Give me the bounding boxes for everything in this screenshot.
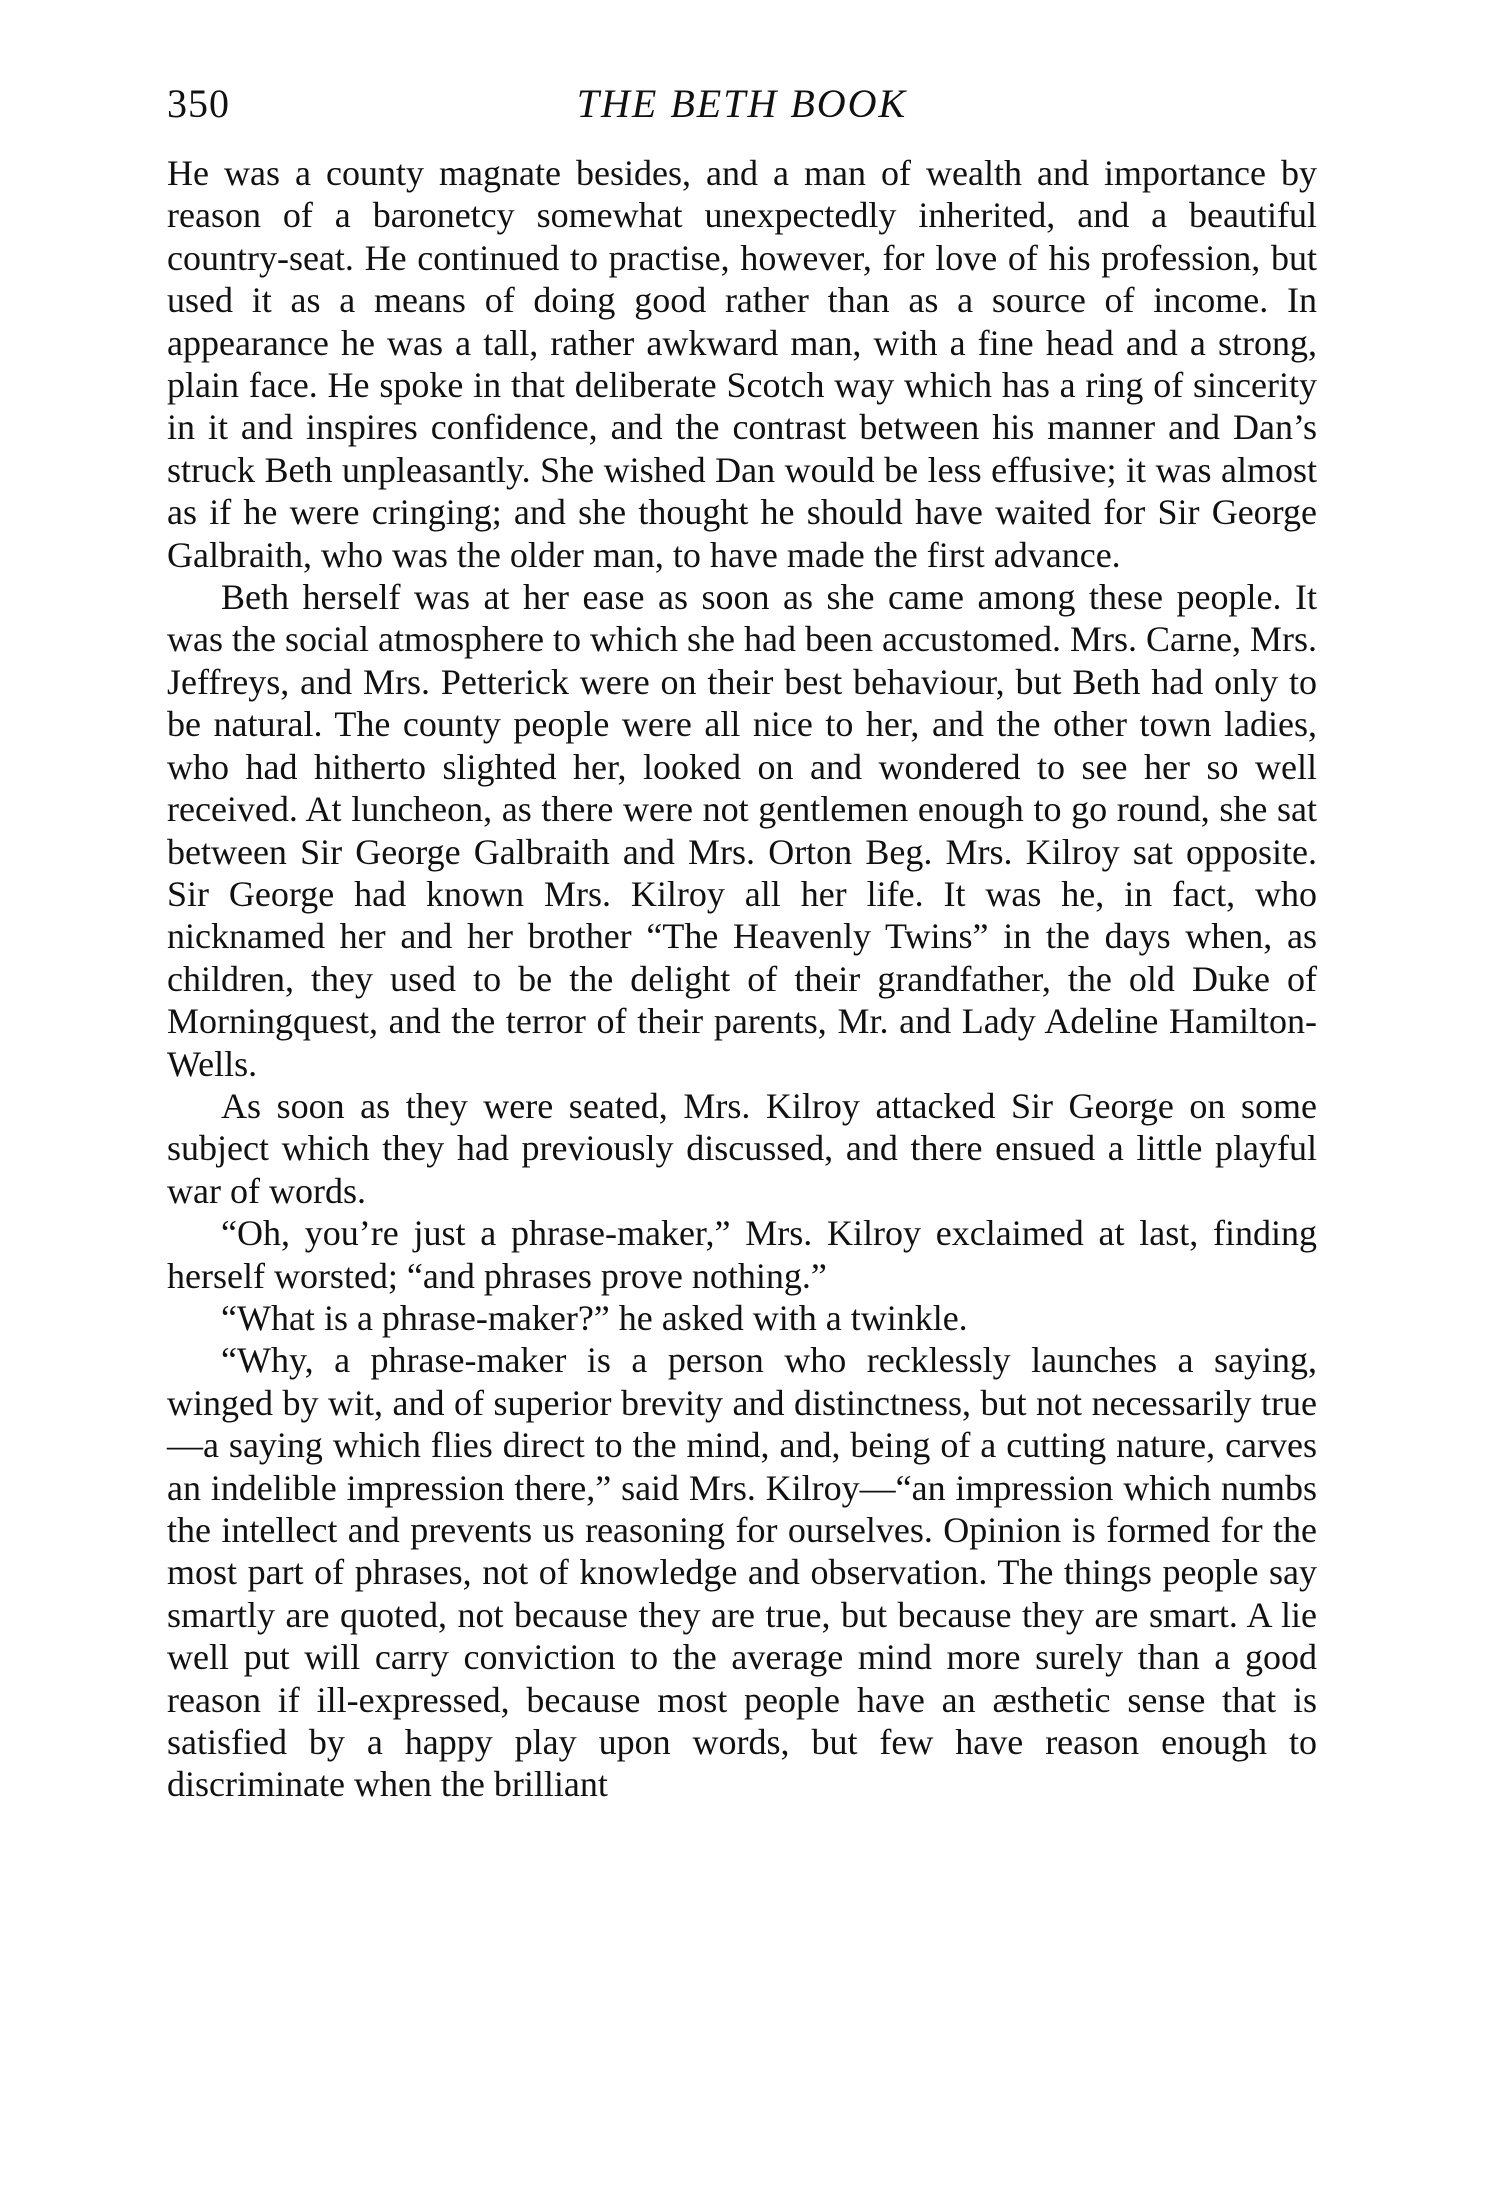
paragraph: He was a county magnate besides, and a man of wealth and importance by reason of a baronetcy somewhat unexpectedly inherited, and a beautiful country-seat. He continued to practise, however, for love of his profession, but used it as a means of doing good rather than as a source of income. In appearance he was a tall, rather awkward man, with a fine head and a strong, plain face. He spoke in that deliberate Scotch way which has a ring of sincerity in it and inspires confidence, and the contrast between his manner and Dan’s struck Beth unpleasantly. She wished Dan would be less effusive; it was almost as if he were cringing; and she thought he should have waited for Sir George Galbraith, who was the older man, to have made the first advance. bbox=[167, 153, 1317, 575]
paragraph: “Oh, you’re just a phrase-maker,” Mrs. Kilroy exclaimed at last, finding herself worsted; “and phrases prove nothing.” bbox=[167, 1213, 1317, 1296]
paragraph: As soon as they were seated, Mrs. Kilroy attacked Sir George on some subject which they had previously discussed, and there ensued a little playful war of words. bbox=[167, 1085, 1317, 1211]
page-number: 350 bbox=[167, 81, 230, 126]
paragraph: “Why, a phrase-maker is a person who recklessly launches a saying, winged by wit, and of superior brevity and distinctness, but not necessarily true—a saying which flies direct to the mind, and, being of a cutting nature, carves an indelible impression there,” said Mrs. Kilroy—“an impression which numbs the intellect and prevents us reasoning for ourselves. Opinion is formed for the most part of phrases, not of knowledge and observation. The things people say smartly are quoted, not because they are true, but because they are smart. A lie well put will carry conviction to the average mind more surely than a good reason if ill-expressed, because most people have an æsthetic sense that is satisfied by a happy play upon words, but few have reason enough to discriminate when the brilliant bbox=[167, 1340, 1317, 1805]
paragraph: “What is a phrase-maker?” he asked with a twinkle. bbox=[221, 1297, 968, 1338]
running-title: THE BETH BOOK bbox=[576, 81, 908, 126]
page-header bbox=[167, 74, 1317, 134]
paragraph: Beth herself was at her ease as soon as she came among these people. It was the social atmosphere to which she had been accustomed. Mrs. Carne, Mrs. Jeffreys, and Mrs. Petterick were on their best behaviour, but Beth had only to be natural. The county people were all nice to her, and the other town ladies, who had hitherto slighted her, looked on and wondered to see her so well received. At luncheon, as there were not gentlemen enough to go round, she sat between Sir George Galbraith and Mrs. Orton Beg. Mrs. Kilroy sat opposite. Sir George had known Mrs. Kilroy all her life. It was he, in fact, who nicknamed her and her brother “The Heavenly Twins” in the days when, as children, they used to be the delight of their grandfather, the old Duke of Morningquest, and the terror of their parents, Mr. and Lady Adeline Hamilton-Wells. bbox=[167, 577, 1317, 1084]
body-text bbox=[167, 152, 1317, 1806]
